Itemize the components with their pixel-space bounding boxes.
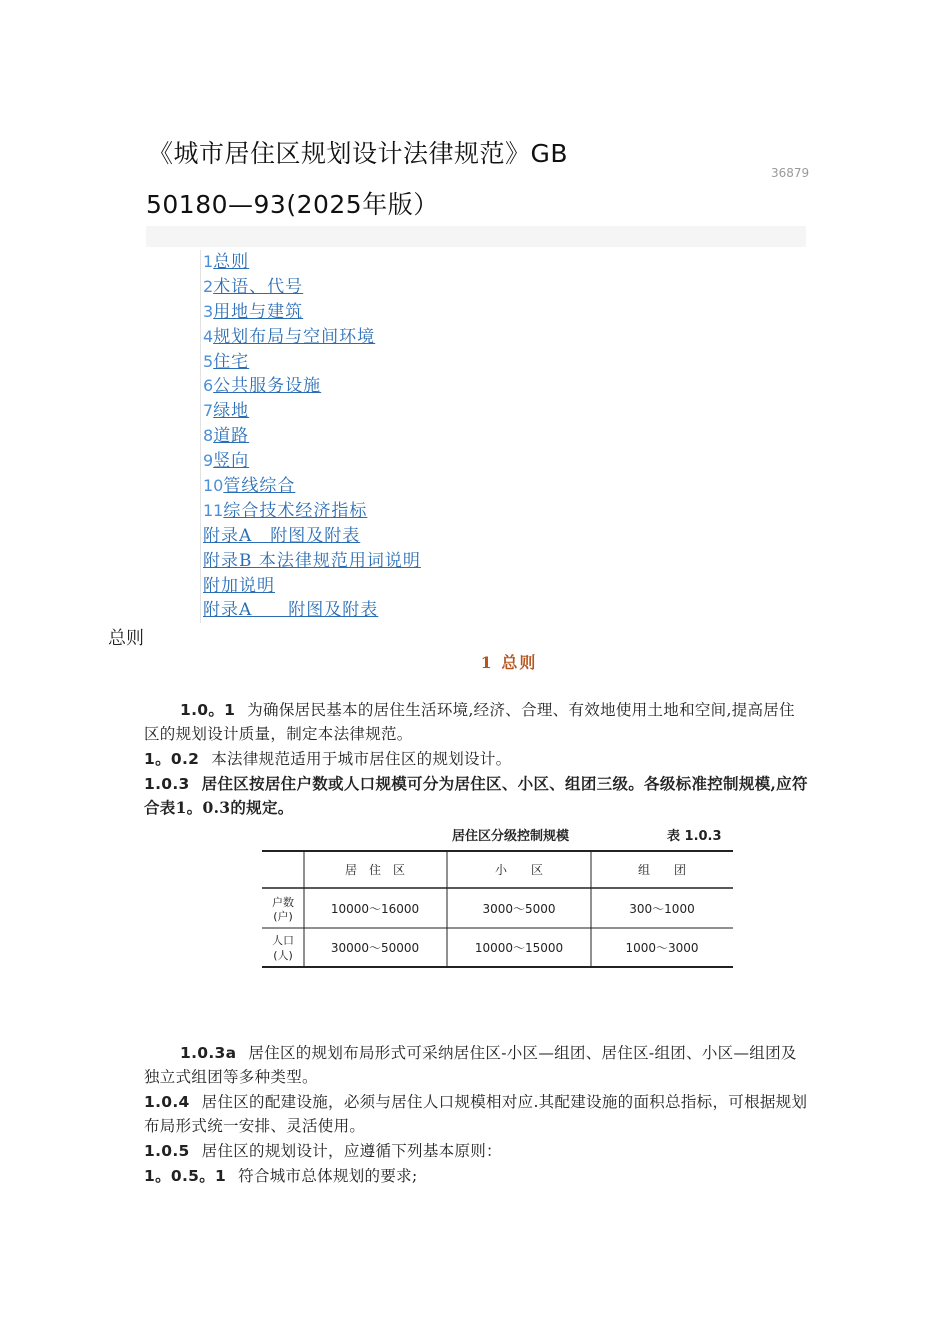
table-row-label: 人口 — [272, 934, 294, 947]
title-divider-bar — [146, 226, 806, 247]
clause-number: 1.0.3a — [180, 1044, 237, 1062]
toc-item[interactable]: 2术语、代号 — [203, 276, 304, 297]
table-row-label: (户) — [273, 910, 293, 923]
clause-number: 1。0.5。1 — [144, 1167, 227, 1185]
table-of-contents — [200, 250, 421, 623]
table-number: 表 1.0.3 — [667, 829, 722, 844]
table-cell: 3000～5000 — [482, 902, 556, 916]
toc-link[interactable]: 术语、代号 — [213, 276, 304, 297]
toc-item[interactable]: 5住宅 — [203, 351, 250, 372]
clause-text: 居住区的配建设施，必须与居住人口规模相对应.其配建设施的面积总指标，可根据规划布局形式统一安排、灵活使用。 — [144, 1093, 808, 1135]
toc-item[interactable] — [203, 549, 421, 574]
toc-item[interactable]: 3用地与建筑 — [203, 301, 304, 322]
table-cell: 10000～16000 — [330, 902, 420, 916]
clause-text: 符合城市总体规划的要求; — [238, 1167, 418, 1185]
clause-1-0-3a — [144, 1041, 809, 1089]
table-cell: 10000～15000 — [474, 941, 564, 955]
toc-link[interactable]: 总则 — [213, 252, 250, 272]
clause-text: 居住区按居住户数或人口规模可分为居住区、小区、组团三级。各级标准控制规模,应符合表1。0.3的规定。 — [144, 774, 808, 817]
toc-item[interactable]: 1总则 — [203, 252, 250, 272]
toc-item[interactable]: 8道路 — [203, 426, 250, 447]
clause-number: 1.0.5 — [144, 1142, 190, 1160]
table-1-0-3-figure — [262, 826, 736, 974]
table-header: 居 住 区 — [344, 863, 406, 877]
toc-item[interactable]: 7绿地 — [203, 401, 250, 422]
clause-1-0-4 — [144, 1090, 809, 1138]
chapter-heading: 1 总则 — [480, 653, 538, 672]
toc-link[interactable]: 附录A 附图及附表 — [203, 525, 361, 546]
clause-number: 1.0.3 — [144, 775, 190, 793]
view-count: 36879 — [771, 166, 810, 180]
toc-item[interactable]: 9竖向 — [203, 451, 250, 472]
toc-item[interactable] — [203, 524, 421, 549]
toc-link[interactable]: 附录B 本法律规范用词说明 — [203, 550, 421, 571]
clause-1-0-5 — [144, 1139, 809, 1163]
clause-text: 居住区的规划布局形式可采纳居住区-小区—组团、居住区-组团、小区—组团及独立式组团等多种类型。 — [144, 1044, 797, 1086]
toc-link[interactable]: 道路 — [213, 426, 250, 447]
toc-item[interactable]: 6公共服务设施 — [203, 376, 322, 397]
toc-link[interactable]: 竖向 — [213, 451, 250, 472]
toc-item[interactable]: 10管线综合 — [203, 476, 296, 497]
table-cell: 1000～3000 — [625, 941, 699, 955]
document-title-line2: 50180—93(2025年版） — [146, 190, 439, 219]
toc-link[interactable]: 规划布局与空间环境 — [213, 326, 376, 347]
clause-1-0-3 — [144, 772, 809, 820]
clause-number: 1.0。1 — [180, 701, 236, 719]
toc-link[interactable]: 绿地 — [213, 401, 250, 422]
toc-link[interactable]: 住宅 — [213, 351, 250, 372]
toc-link[interactable]: 附加说明 — [203, 575, 275, 596]
toc-link[interactable]: 用地与建筑 — [213, 301, 304, 322]
table-row-label: (人) — [273, 949, 293, 962]
section-label: 总则 — [108, 628, 144, 649]
table-cell: 30000～50000 — [330, 941, 420, 955]
toc-item[interactable] — [203, 598, 421, 623]
toc-item[interactable]: 11综合技术经济指标 — [203, 500, 368, 521]
document-title-line1: 《城市居住区规划设计法律规范》GB — [148, 139, 569, 168]
clause-1-0-2 — [144, 747, 809, 771]
clause-number: 1。0.2 — [144, 750, 200, 768]
table-row-label: 户数 — [272, 896, 294, 909]
toc-item[interactable]: 4规划布局与空间环境 — [203, 326, 376, 347]
toc-link[interactable]: 综合技术经济指标 — [223, 500, 368, 521]
toc-link[interactable]: 公共服务设施 — [213, 376, 322, 397]
clause-1-0-1 — [144, 698, 809, 746]
clause-text: 为确保居民基本的居住生活环境,经济、合理、有效地使用土地和空间,提高居住区的规划设计质量，制定本法律规范。 — [144, 701, 795, 743]
table-header: 小 区 — [494, 863, 544, 877]
table-header: 组 团 — [637, 863, 687, 877]
clause-number: 1.0.4 — [144, 1093, 190, 1111]
table-caption: 居住区分级控制规模 — [452, 829, 570, 844]
clause-text: 本法律规范适用于城市居住区的规划设计。 — [211, 750, 512, 768]
clause-text: 居住区的规划设计，应遵循下列基本原则： — [201, 1142, 502, 1160]
toc-link[interactable]: 附录A 附图及附表 — [203, 600, 379, 621]
toc-link[interactable]: 管线综合 — [223, 476, 296, 497]
table-cell: 300～1000 — [629, 902, 695, 916]
clause-1-0-5-1 — [144, 1164, 809, 1188]
toc-item[interactable] — [203, 574, 421, 599]
